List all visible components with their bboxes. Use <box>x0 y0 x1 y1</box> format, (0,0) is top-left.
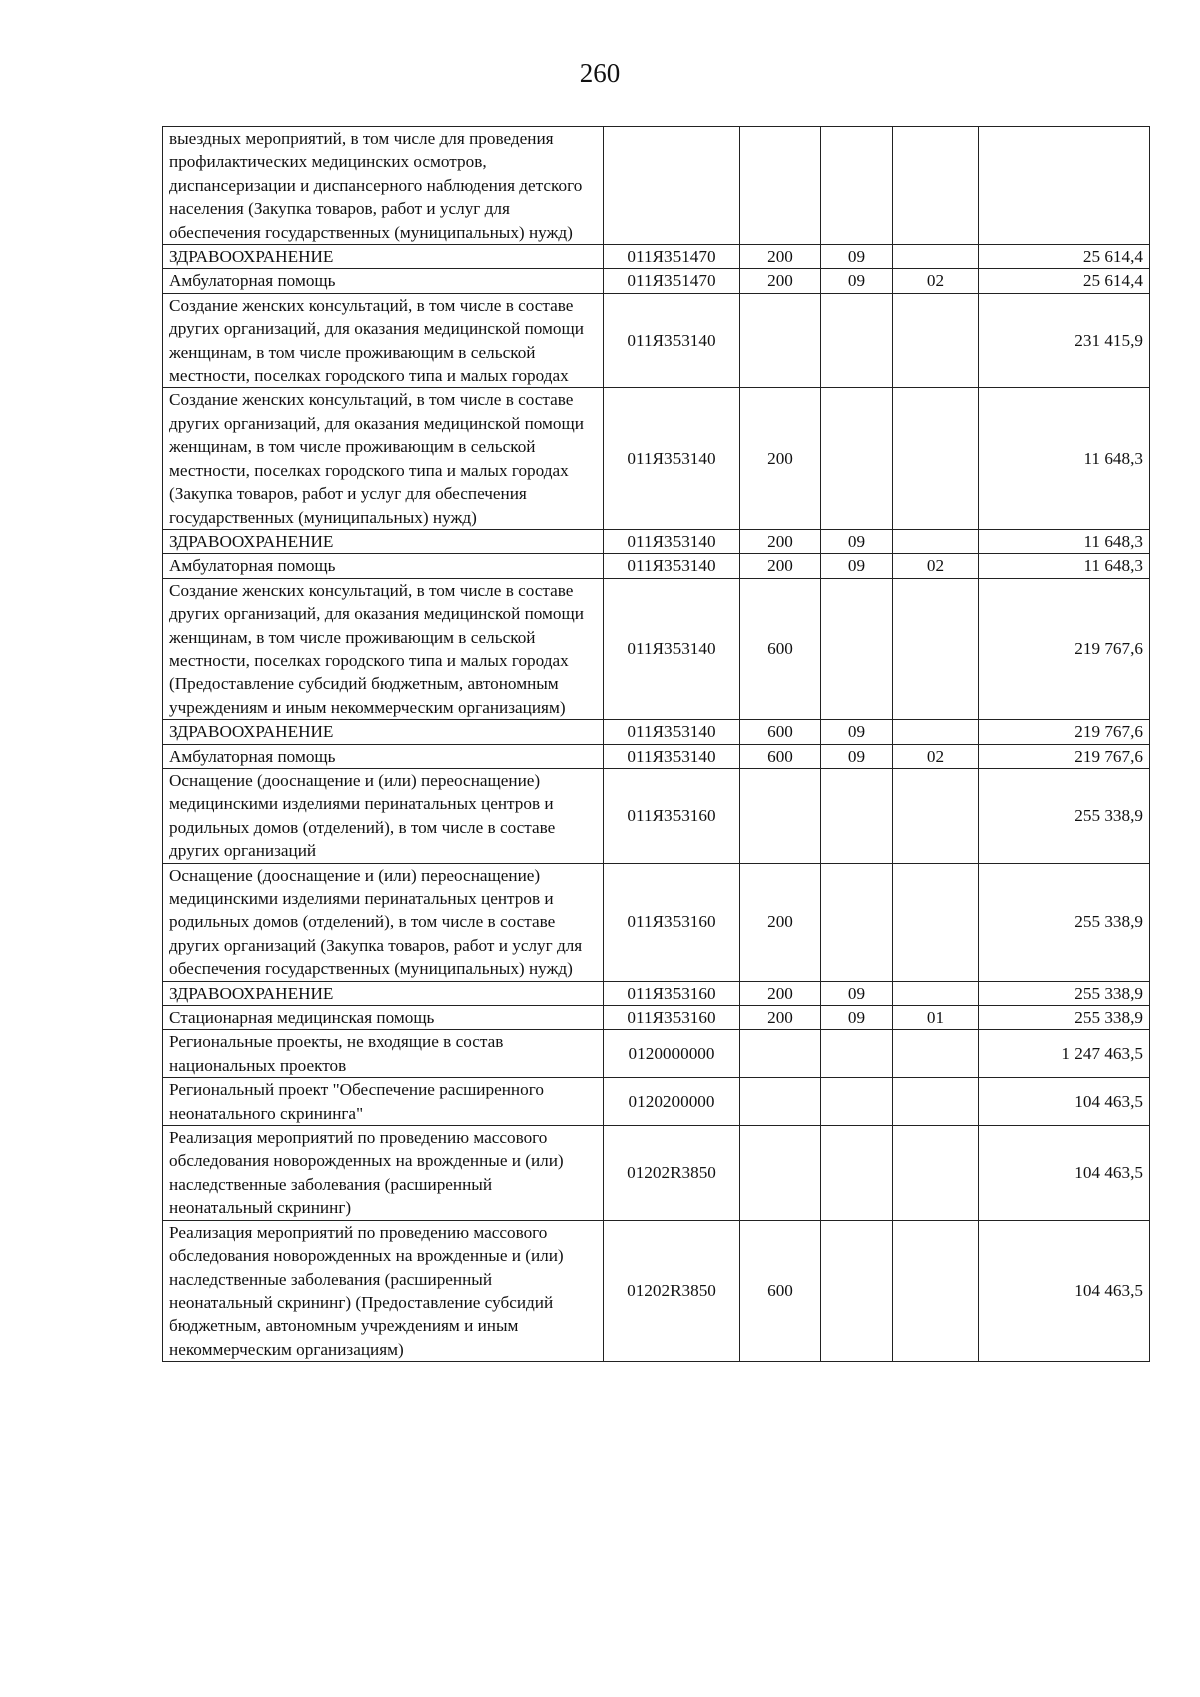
row-name-cell: ЗДРАВООХРАНЕНИЕ <box>163 720 604 744</box>
subsection-cell <box>893 1078 979 1126</box>
expense-type-cell: 200 <box>740 554 821 578</box>
amount-cell: 11 648,3 <box>979 529 1150 553</box>
amount-cell: 255 338,9 <box>979 768 1150 863</box>
subsection-cell <box>893 293 979 388</box>
row-name-cell: Создание женских консультаций, в том числе в составе других организаций, для оказания медицинской помощи женщинам, в том числе проживающим в сельской местности, поселках городского типа и малых городах (Предоставление субсидий бюджетным, автономным учреждениям и иным некоммерческим организациям) <box>163 578 604 719</box>
amount-cell: 255 338,9 <box>979 981 1150 1005</box>
table-row <box>163 863 1150 981</box>
row-name-cell: ЗДРАВООХРАНЕНИЕ <box>163 981 604 1005</box>
subsection-cell <box>893 578 979 719</box>
table-row <box>163 529 1150 553</box>
expense-type-cell: 200 <box>740 245 821 269</box>
table-row <box>163 720 1150 744</box>
target-code-cell: 011Я351470 <box>604 269 740 293</box>
row-name-cell: Оснащение (дооснащение и (или) переоснащение) медицинскими изделиями перинатальных центров и родильных домов (отделений), в том числе в составе других организаций (Закупка товаров, работ и услуг для обеспечения государственных (муниципальных) нужд) <box>163 863 604 981</box>
row-name-cell: Стационарная медицинская помощь <box>163 1006 604 1030</box>
target-code-cell: 011Я353140 <box>604 529 740 553</box>
amount-cell: 25 614,4 <box>979 245 1150 269</box>
target-code-cell: 011Я353140 <box>604 554 740 578</box>
section-cell: 09 <box>821 720 893 744</box>
target-code-cell <box>604 127 740 245</box>
page-number: 260 <box>579 58 621 88</box>
amount-cell: 219 767,6 <box>979 578 1150 719</box>
section-cell <box>821 1220 893 1361</box>
row-name-cell: Амбулаторная помощь <box>163 554 604 578</box>
subsection-cell: 01 <box>893 1006 979 1030</box>
subsection-cell: 02 <box>893 269 979 293</box>
expense-type-cell: 200 <box>740 1006 821 1030</box>
expense-type-cell <box>740 1126 821 1221</box>
subsection-cell <box>893 863 979 981</box>
section-cell: 09 <box>821 269 893 293</box>
target-code-cell: 011Я353160 <box>604 768 740 863</box>
subsection-cell <box>893 388 979 529</box>
section-cell: 09 <box>821 245 893 269</box>
row-name-cell: Амбулаторная помощь <box>163 744 604 768</box>
amount-cell: 219 767,6 <box>979 720 1150 744</box>
section-cell <box>821 388 893 529</box>
amount-cell: 25 614,4 <box>979 269 1150 293</box>
section-cell <box>821 1078 893 1126</box>
subsection-cell <box>893 529 979 553</box>
budget-table-body <box>163 127 1150 1362</box>
amount-cell: 104 463,5 <box>979 1220 1150 1361</box>
subsection-cell <box>893 245 979 269</box>
row-name-cell: Создание женских консультаций, в том числе в составе других организаций, для оказания медицинской помощи женщинам, в том числе проживающим в сельской местности, поселках городского типа и малых городах (Закупка товаров, работ и услуг для обеспечения государственных (муниципальных) нужд) <box>163 388 604 529</box>
target-code-cell: 011Я353160 <box>604 1006 740 1030</box>
subsection-cell <box>893 981 979 1005</box>
row-name-cell: ЗДРАВООХРАНЕНИЕ <box>163 245 604 269</box>
expense-type-cell: 200 <box>740 981 821 1005</box>
row-name-cell: Региональный проект "Обеспечение расширенного неонатального скрининга" <box>163 1078 604 1126</box>
target-code-cell: 011Я353140 <box>604 388 740 529</box>
subsection-cell: 02 <box>893 554 979 578</box>
target-code-cell: 011Я353140 <box>604 720 740 744</box>
table-row <box>163 1220 1150 1361</box>
subsection-cell <box>893 720 979 744</box>
target-code-cell: 0120000000 <box>604 1030 740 1078</box>
expense-type-cell: 600 <box>740 744 821 768</box>
expense-type-cell: 600 <box>740 1220 821 1361</box>
section-cell: 09 <box>821 529 893 553</box>
expense-type-cell <box>740 768 821 863</box>
amount-cell: 1 247 463,5 <box>979 1030 1150 1078</box>
table-row <box>163 1078 1150 1126</box>
section-cell <box>821 127 893 245</box>
table-row <box>163 269 1150 293</box>
section-cell <box>821 1030 893 1078</box>
table-row <box>163 293 1150 388</box>
target-code-cell: 01202R3850 <box>604 1126 740 1221</box>
target-code-cell: 011Я351470 <box>604 245 740 269</box>
target-code-cell: 011Я353160 <box>604 863 740 981</box>
row-name-cell: Реализация мероприятий по проведению массового обследования новорожденных на врожденные и (или) наследственные заболевания (расширенный неонатальный скрининг) (Предоставление субсидий бюджетным, автономным учреждениям и иным некоммерческим организациям) <box>163 1220 604 1361</box>
row-name-cell: Региональные проекты, не входящие в состав национальных проектов <box>163 1030 604 1078</box>
table-row <box>163 981 1150 1005</box>
amount-cell: 231 415,9 <box>979 293 1150 388</box>
table-row <box>163 245 1150 269</box>
table-row <box>163 744 1150 768</box>
table-row <box>163 578 1150 719</box>
table-row <box>163 554 1150 578</box>
section-cell <box>821 293 893 388</box>
expense-type-cell: 200 <box>740 529 821 553</box>
row-name-cell: Реализация мероприятий по проведению массового обследования новорожденных на врожденные и (или) наследственные заболевания (расширенный неонатальный скрининг) <box>163 1126 604 1221</box>
table-row <box>163 768 1150 863</box>
expense-type-cell: 600 <box>740 720 821 744</box>
section-cell <box>821 863 893 981</box>
table-row <box>163 1030 1150 1078</box>
budget-table <box>162 126 1150 1362</box>
target-code-cell: 0120200000 <box>604 1078 740 1126</box>
amount-cell: 104 463,5 <box>979 1126 1150 1221</box>
target-code-cell: 011Я353140 <box>604 293 740 388</box>
section-cell: 09 <box>821 981 893 1005</box>
table-row <box>163 388 1150 529</box>
amount-cell: 11 648,3 <box>979 554 1150 578</box>
subsection-cell <box>893 768 979 863</box>
amount-cell: 255 338,9 <box>979 1006 1150 1030</box>
expense-type-cell <box>740 1078 821 1126</box>
row-name-cell: ЗДРАВООХРАНЕНИЕ <box>163 529 604 553</box>
target-code-cell: 011Я353140 <box>604 744 740 768</box>
subsection-cell <box>893 1220 979 1361</box>
amount-cell: 219 767,6 <box>979 744 1150 768</box>
subsection-cell <box>893 1030 979 1078</box>
target-code-cell: 01202R3850 <box>604 1220 740 1361</box>
row-name-cell: Оснащение (дооснащение и (или) переоснащение) медицинскими изделиями перинатальных центров и родильных домов (отделений), в том числе в составе других организаций <box>163 768 604 863</box>
table-row <box>163 127 1150 245</box>
target-code-cell: 011Я353140 <box>604 578 740 719</box>
section-cell <box>821 768 893 863</box>
amount-cell: 11 648,3 <box>979 388 1150 529</box>
amount-cell: 104 463,5 <box>979 1078 1150 1126</box>
expense-type-cell <box>740 293 821 388</box>
row-name-cell: Амбулаторная помощь <box>163 269 604 293</box>
target-code-cell: 011Я353160 <box>604 981 740 1005</box>
expense-type-cell: 200 <box>740 269 821 293</box>
amount-cell: 255 338,9 <box>979 863 1150 981</box>
section-cell <box>821 1126 893 1221</box>
section-cell: 09 <box>821 1006 893 1030</box>
table-row <box>163 1006 1150 1030</box>
expense-type-cell: 600 <box>740 578 821 719</box>
section-cell: 09 <box>821 554 893 578</box>
expense-type-cell <box>740 127 821 245</box>
section-cell <box>821 578 893 719</box>
subsection-cell <box>893 127 979 245</box>
row-name-cell: Создание женских консультаций, в том числе в составе других организаций, для оказания медицинской помощи женщинам, в том числе проживающим в сельской местности, поселках городского типа и малых городах <box>163 293 604 388</box>
row-name-cell: выездных мероприятий, в том числе для проведения профилактических медицинских осмотров, диспансеризации и диспансерного наблюдения детского населения (Закупка товаров, работ и услуг для обеспечения государственных (муниципальных) нужд) <box>163 127 604 245</box>
subsection-cell <box>893 1126 979 1221</box>
expense-type-cell: 200 <box>740 388 821 529</box>
section-cell: 09 <box>821 744 893 768</box>
table-row <box>163 1126 1150 1221</box>
expense-type-cell <box>740 1030 821 1078</box>
subsection-cell: 02 <box>893 744 979 768</box>
expense-type-cell: 200 <box>740 863 821 981</box>
amount-cell <box>979 127 1150 245</box>
